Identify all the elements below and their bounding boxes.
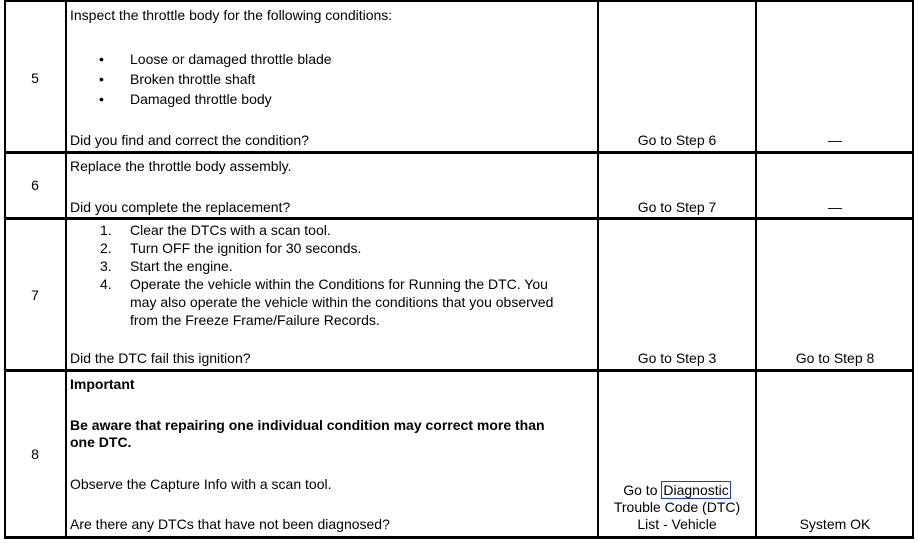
yes-result: Go to Step 3 <box>637 350 717 366</box>
step-number: 7 <box>31 287 39 303</box>
row-divider <box>4 369 914 372</box>
list-item-continued: from the Freeze Frame/Failure Records. <box>130 312 380 328</box>
table-border-left <box>4 0 6 538</box>
action-question: Did you find and correct the condition? <box>70 132 309 148</box>
column-divider <box>597 0 599 538</box>
step-number: 5 <box>31 70 39 86</box>
step-number: 6 <box>31 177 39 193</box>
action-intro: Replace the throttle body assembly. <box>70 158 292 174</box>
action-intro: Inspect the throttle body for the following conditions: <box>70 7 393 23</box>
action-question: Did you complete the replacement? <box>70 199 291 215</box>
list-number: 4. <box>100 276 112 292</box>
row-divider <box>4 151 914 154</box>
yes-result: Go to Step 7 <box>637 199 717 215</box>
no-result: Go to Step 8 <box>795 350 875 366</box>
list-item-continued: may also operate the vehicle within the conditions that you observed <box>130 294 554 310</box>
bullet-icon: • <box>99 71 104 87</box>
list-number: 2. <box>100 240 112 256</box>
list-item: Operate the vehicle within the Conditions for Running the DTC. You <box>130 276 548 292</box>
important-heading: Important <box>70 376 135 392</box>
column-divider <box>65 0 67 538</box>
yes-result-line3: List - Vehicle <box>637 516 717 532</box>
no-result: System OK <box>799 516 871 532</box>
table-row-step-6 <box>4 152 914 218</box>
list-item: Clear the DTCs with a scan tool. <box>130 222 331 238</box>
no-result: — <box>828 132 842 148</box>
diagnostic-link[interactable]: Diagnostic <box>663 482 729 498</box>
row-divider <box>4 217 914 220</box>
yes-result-line1: Go to Diagnostic <box>623 482 729 498</box>
bullet-item: Broken throttle shaft <box>130 71 256 87</box>
bullet-item: Loose or damaged throttle blade <box>130 51 332 67</box>
yes-result-line2: Trouble Code (DTC) <box>613 499 741 515</box>
yes-result: Go to Step 6 <box>637 132 717 148</box>
action-question: Did the DTC fail this ignition? <box>70 350 251 366</box>
warning-text: one DTC. <box>70 434 132 450</box>
action-question: Are there any DTCs that have not been diagnosed? <box>70 516 390 532</box>
table-border-top <box>4 0 914 2</box>
bullet-icon: • <box>99 91 104 107</box>
table-row-step-7 <box>4 218 914 370</box>
no-result: — <box>828 199 842 215</box>
action-observe: Observe the Capture Info with a scan tool. <box>70 476 332 492</box>
step-number: 8 <box>31 446 39 462</box>
column-divider <box>755 0 757 538</box>
list-item: Turn OFF the ignition for 30 seconds. <box>130 240 362 256</box>
bullet-icon: • <box>99 51 104 67</box>
table-border-right <box>912 0 914 538</box>
diagnostic-table <box>4 0 914 538</box>
table-row-step-5 <box>4 0 914 152</box>
list-item: Start the engine. <box>130 258 233 274</box>
list-number: 1. <box>100 222 112 238</box>
list-number: 3. <box>100 258 112 274</box>
bullet-item: Damaged throttle body <box>130 91 272 107</box>
table-border-bottom <box>4 536 914 539</box>
table-row-step-8 <box>4 370 914 538</box>
warning-text: Be aware that repairing one individual condition may correct more than <box>70 417 545 433</box>
